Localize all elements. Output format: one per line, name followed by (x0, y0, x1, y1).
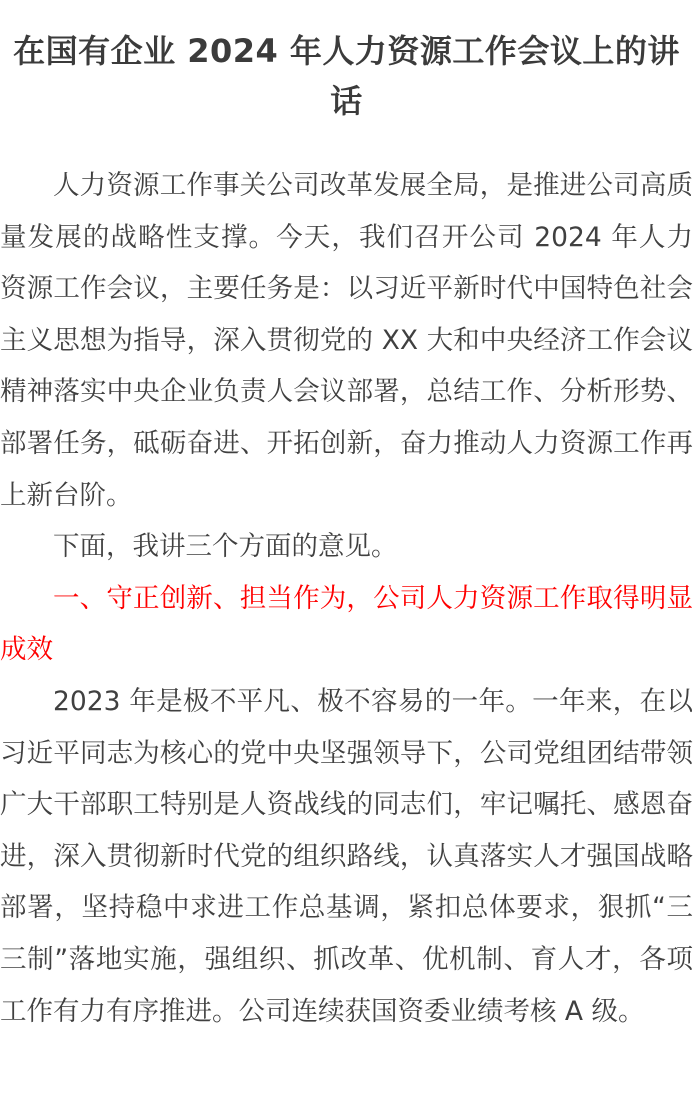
paragraph-section-1-body: 2023 年是极不平凡、极不容易的一年。一年来，在以习近平同志为核心的党中央坚强领导下，公司党组团结带领广大干部职工特别是人资战线的同志们，牢记嘱托、感恩奋进，深入贯彻新时代党的组织路线，认真落实人才强国战略部署，坚持稳中求进工作总基调，紧扣总体要求，狠抓“三三制”落地实施，强组织、抓改革、优机制、育人才，各项工作有力有序推进。公司连续获国资委业绩考核 A 级。 (0, 685, 693, 1027)
paragraph-transition: 下面，我讲三个方面的意见。 (53, 531, 398, 563)
section-heading-1: 一、守正创新、担当作为，公司人力资源工作取得明显成效 (0, 582, 693, 666)
document-title: 在国有企业 2024 年人力资源工作会议上的讲话 (13, 32, 680, 120)
paragraph-intro: 人力资源工作事关公司改革发展全局，是推进公司高质量发展的战略性支撑。今天，我们召开公司 2024 年人力资源工作会议，主要任务是：以习近平新时代中国特色社会主义思想为指导，深入贯彻党的 XX 大和中央经济工作会议精神落实中央企业负责人会议部署，总结工作、分析形势、部署任务，砥砺奋进、开拓创新，奋力推动人力资源工作再上新台阶。 (0, 170, 693, 511)
